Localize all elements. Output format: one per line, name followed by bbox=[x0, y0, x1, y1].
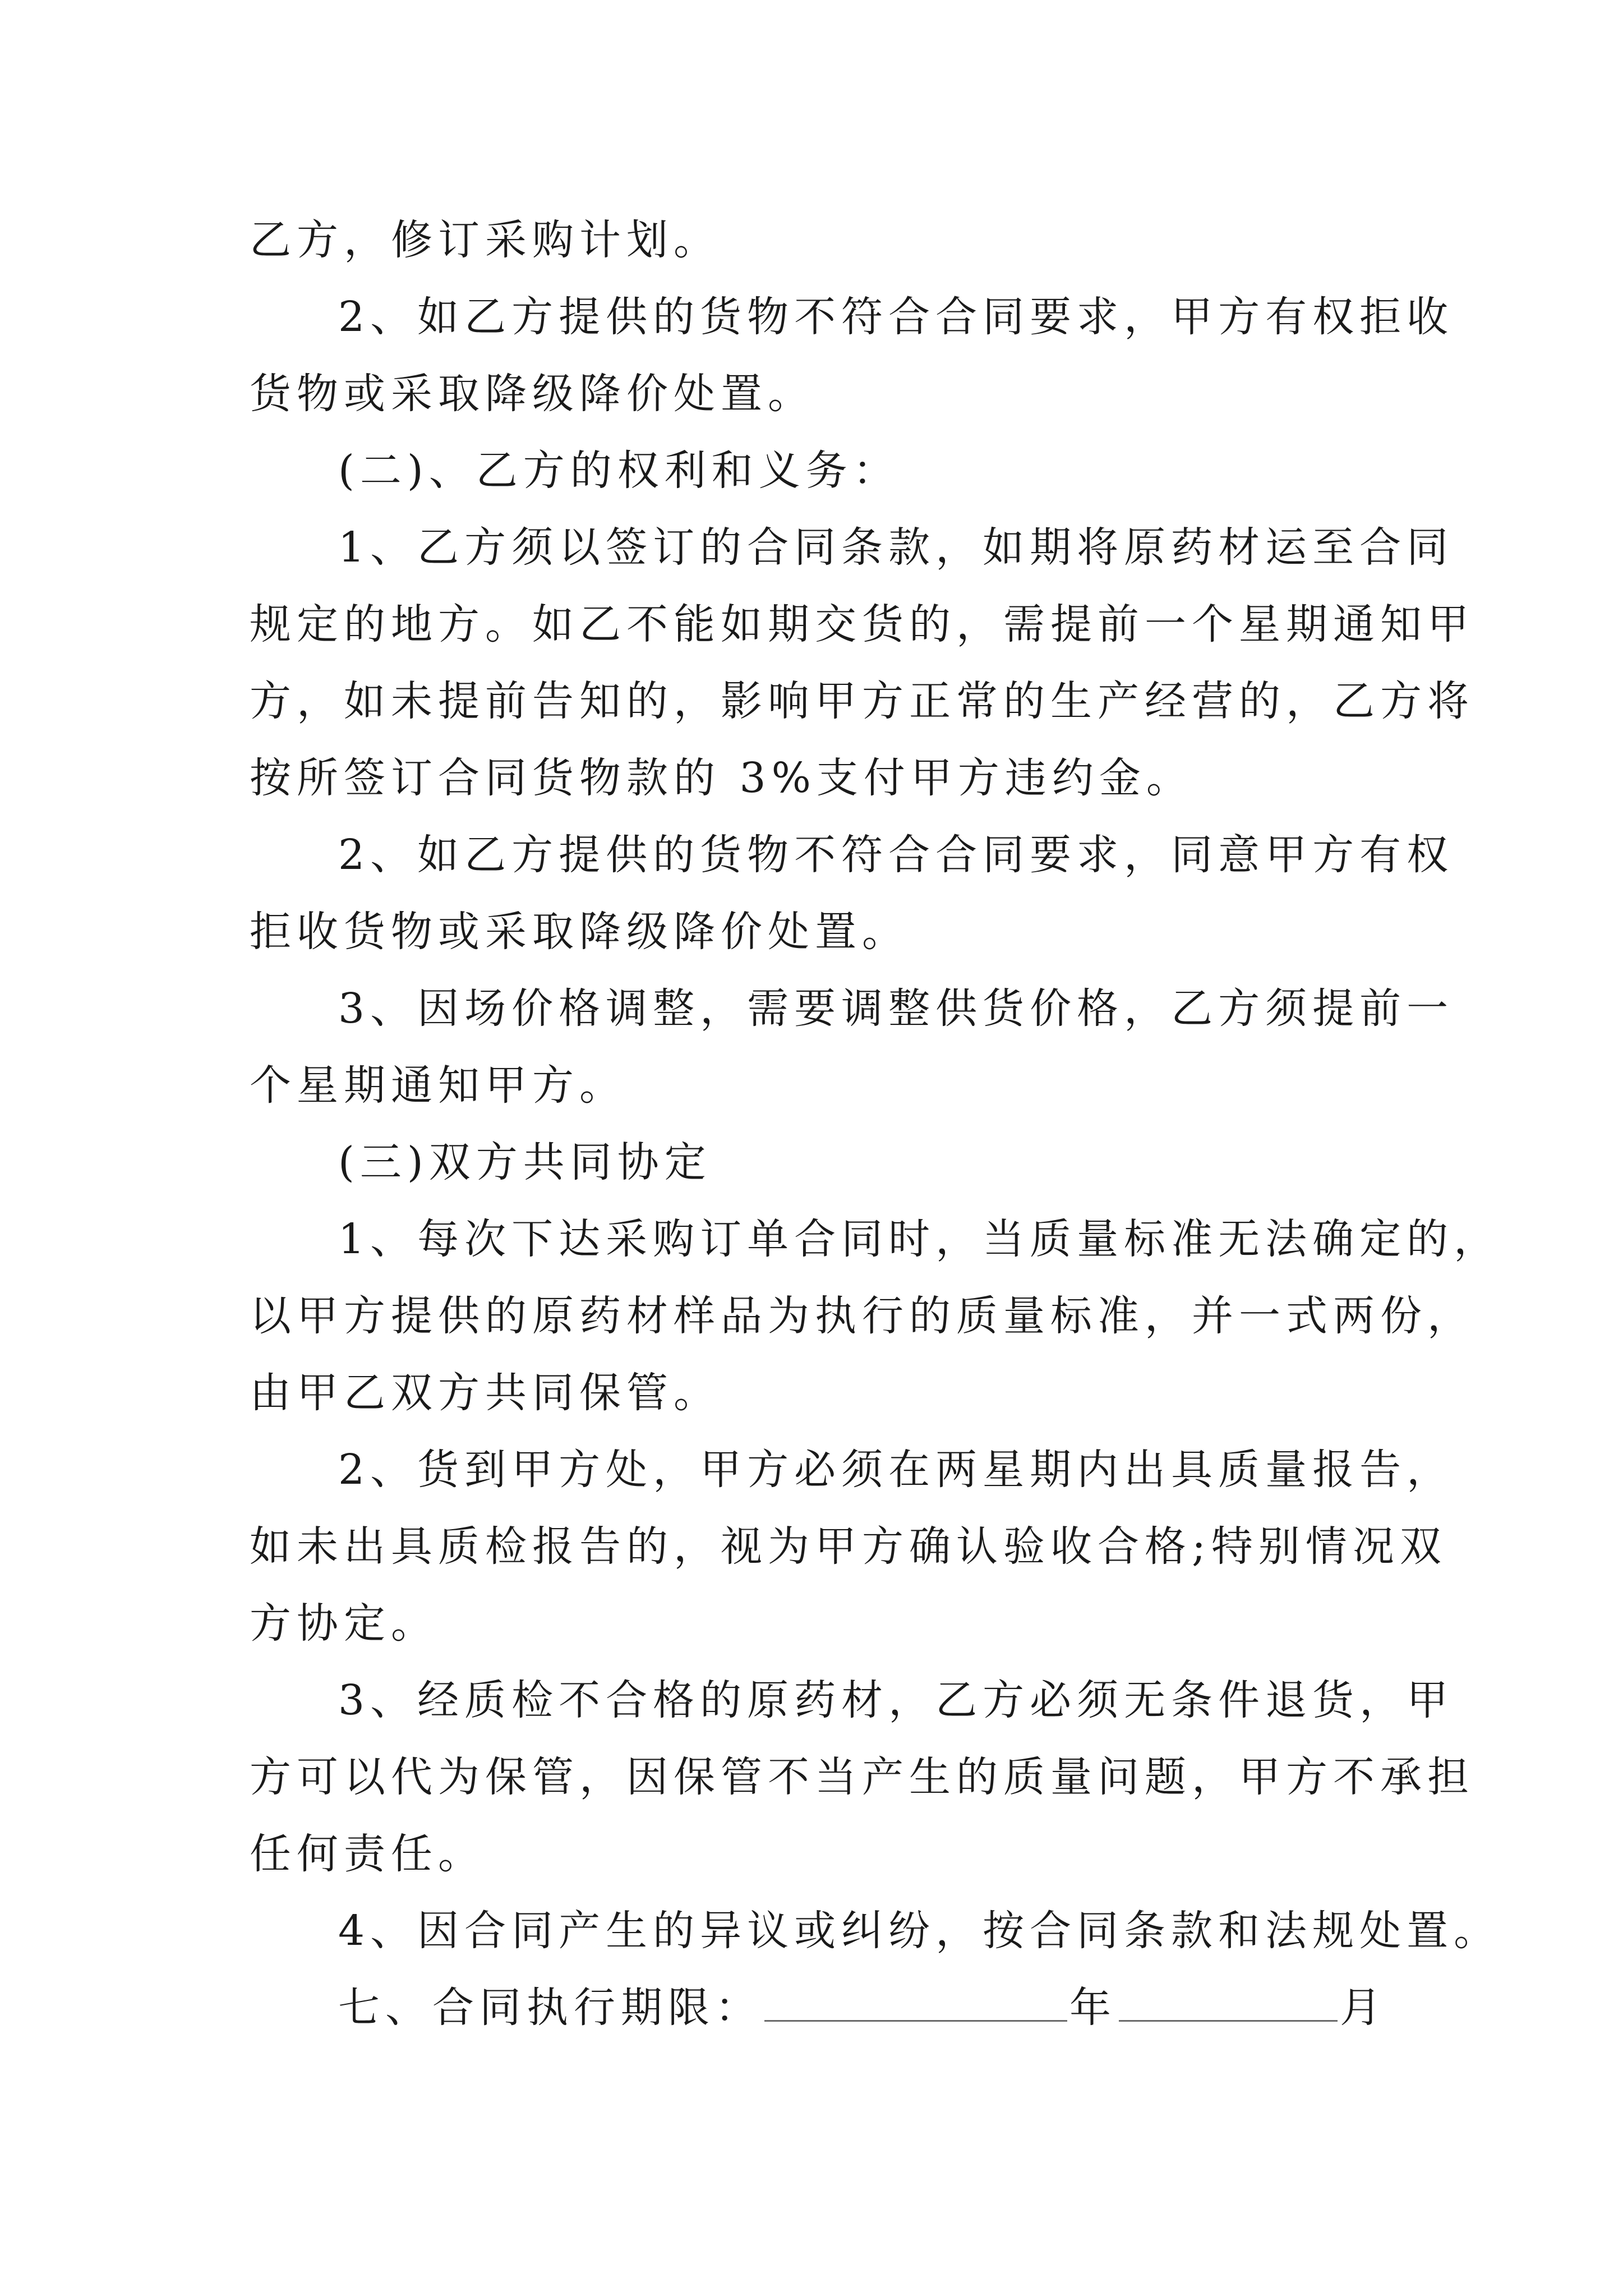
text-line: 由甲乙双方共同保管。 bbox=[250, 1369, 721, 1417]
text-line: 个星期通知甲方。 bbox=[250, 1061, 626, 1110]
text-line: 如未出具质检报告的，视为甲方确认验收合格;特别情况双 bbox=[250, 1522, 1447, 1571]
text-line: 以甲方提供的原药材样品为执行的质量标准，并一式两份， bbox=[250, 1292, 1474, 1340]
section-heading: (二)、乙方的权利和义务： bbox=[338, 447, 900, 495]
text-line: 3、因场价格调整，需要调整供货价格，乙方须提前一 bbox=[338, 984, 1454, 1033]
text-line: 3、经质检不合格的原药材，乙方必须无条件退货，甲 bbox=[338, 1676, 1454, 1724]
text-line: 1、每次下达采购订单合同时，当质量标准无法确定的， bbox=[338, 1215, 1501, 1263]
text-line: 2、如乙方提供的货物不符合合同要求，同意甲方有权 bbox=[338, 831, 1454, 879]
year-suffix: 年 bbox=[1069, 1984, 1117, 2032]
text-line: 货物或采取降级降价处置。 bbox=[250, 370, 815, 418]
text-line: 2、如乙方提供的货物不符合合同要求，甲方有权拒收 bbox=[338, 293, 1454, 341]
month-suffix: 月 bbox=[1340, 1984, 1387, 2032]
text-line: 1、乙方须以签订的合同条款，如期将原药材运至合同 bbox=[338, 523, 1454, 572]
text-line: 方可以代为保管，因保管不当产生的质量问题，甲方不承担 bbox=[250, 1753, 1474, 1801]
text-line: 按所签订合同货物款的 3%支付甲方违约金。 bbox=[250, 754, 1193, 802]
text-line: 方协定。 bbox=[250, 1599, 438, 1648]
text-line: 乙方，修订采购计划。 bbox=[250, 216, 721, 264]
text-line: 2、货到甲方处，甲方必须在两星期内出具质量报告， bbox=[338, 1446, 1454, 1494]
text-line: 规定的地方。如乙不能如期交货的，需提前一个星期通知甲 bbox=[250, 600, 1474, 648]
text-line: 4、因合同产生的异议或纠纷，按合同条款和法规处置。 bbox=[338, 1907, 1501, 1955]
text-line: 方，如未提前告知的，影响甲方正常的生产经营的，乙方将 bbox=[250, 677, 1474, 725]
text-line: 任何责任。 bbox=[250, 1830, 485, 1878]
month-blank-field[interactable] bbox=[1119, 1976, 1338, 2022]
contract-term-label: 七、合同执行期限： bbox=[338, 1984, 762, 2032]
contract-term-line bbox=[338, 1974, 1387, 2041]
year-blank-field[interactable] bbox=[764, 1976, 1067, 2022]
text-line: 拒收货物或采取降级降价处置。 bbox=[250, 908, 909, 956]
section-heading: (三)双方共同协定 bbox=[338, 1138, 712, 1186]
